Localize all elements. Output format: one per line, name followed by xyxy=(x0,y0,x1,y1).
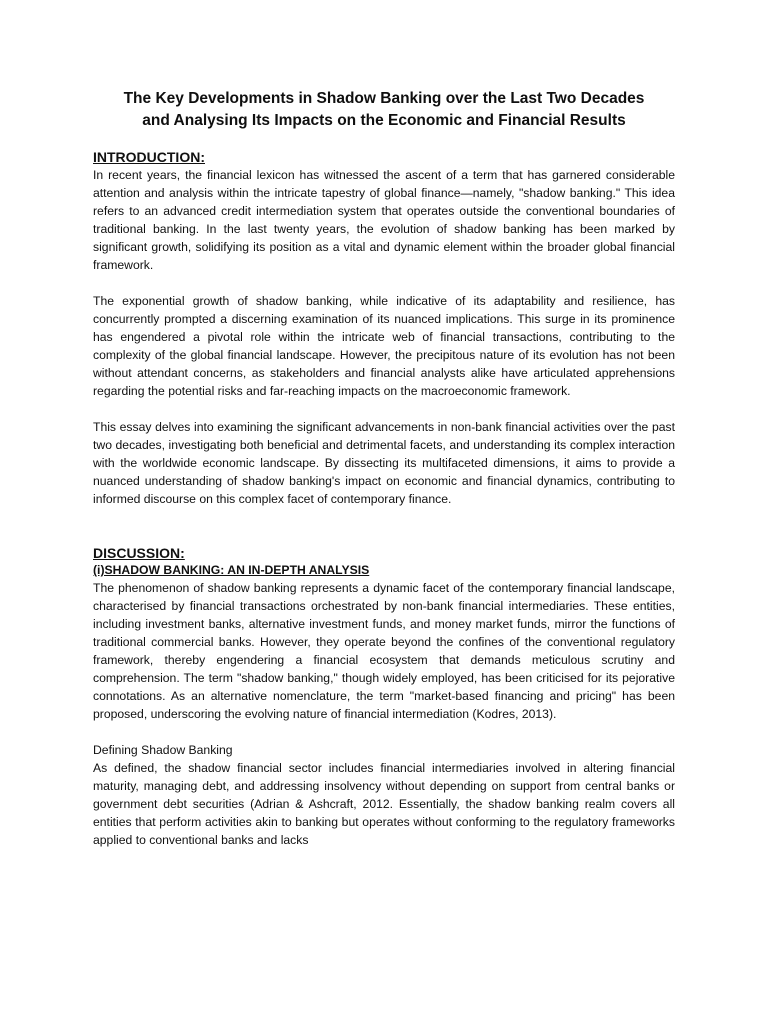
section-spacer xyxy=(93,508,675,544)
document-title xyxy=(93,88,675,132)
title-line-1: The Key Developments in Shadow Banking over the Last Two Decades xyxy=(123,90,645,107)
defining-shadow-banking-heading: Defining Shadow Banking xyxy=(93,743,233,757)
discussion-heading: DISCUSSION: xyxy=(93,545,185,561)
document-page xyxy=(93,88,675,849)
defining-shadow-banking-paragraph: As defined, the shadow financial sector includes financial intermediaries involved in altering financial maturity, managing debt, and addressing insolvency without depending on support from central banks or government debt securities (Adrian & Ashcraft, 2012. Essentially, the shadow banking realm covers all entities that perform activities akin to banking but operates without conforming to the regulatory frameworks applied to conventional banks and lacks xyxy=(93,761,675,847)
introduction-paragraph-1: In recent years, the financial lexicon has witnessed the ascent of a term that has garnered considerable attention and analysis within the intricate tapestry of global finance—namely, "shadow banking." This idea refers to an advanced credit intermediation system that operates outside the conventional boundaries of traditional banking. In the last twenty years, the evolution of shadow banking has been marked by significant growth, solidifying its position as a vital and dynamic element within the broader global financial framework. xyxy=(93,168,675,272)
introduction-heading: INTRODUCTION: xyxy=(93,149,205,165)
section-1-paragraph: The phenomenon of shadow banking represents a dynamic facet of the contemporary financial landscape, characterised by financial transactions orchestrated by non-bank financial intermediaries. These entities, including investment banks, alternative investment funds, and money market funds, mirror the functions of traditional commercial banks. However, they operate beyond the confines of the conventional regulatory framework, thereby engendering a financial ecosystem that demands meticulous scrutiny and comprehension. The term "shadow banking," though widely employed, has been criticised for its pejorative connotations. As an alternative nomenclature, the term "market-based financing and pricing" has been proposed, underscoring the evolving nature of financial intermediation (Kodres, 2013). xyxy=(93,581,675,721)
paragraph-spacer xyxy=(93,723,675,741)
introduction-paragraph-3: This essay delves into examining the significant advancements in non-bank financial activities over the past two decades, investigating both beneficial and detrimental facets, and understanding its complex interaction with the worldwide economic landscape. By dissecting its multifaceted dimensions, it aims to provide a nuanced understanding of shadow banking's impact on economic and financial dynamics, contributing to informed discourse on this complex facet of contemporary finance. xyxy=(93,420,675,506)
section-1-heading: (i)SHADOW BANKING: AN IN-DEPTH ANALYSIS xyxy=(93,563,370,577)
introduction-paragraph-2: The exponential growth of shadow banking, while indicative of its adaptability and resilience, has concurrently prompted a discerning examination of its nuanced implications. This surge in its prominence has engendered a pivotal role within the intricate web of financial transactions, contributing to the complexity of the global financial landscape. However, the precipitous nature of its evolution has not been without attendant concerns, as stakeholders and financial analysts alike have articulated apprehensions regarding the potential risks and far-reaching impacts on the macroeconomic framework. xyxy=(93,294,675,398)
paragraph-spacer xyxy=(93,274,675,292)
paragraph-spacer xyxy=(93,400,675,418)
title-line-2: and Analysing Its Impacts on the Economic and Financial Results xyxy=(142,112,626,129)
